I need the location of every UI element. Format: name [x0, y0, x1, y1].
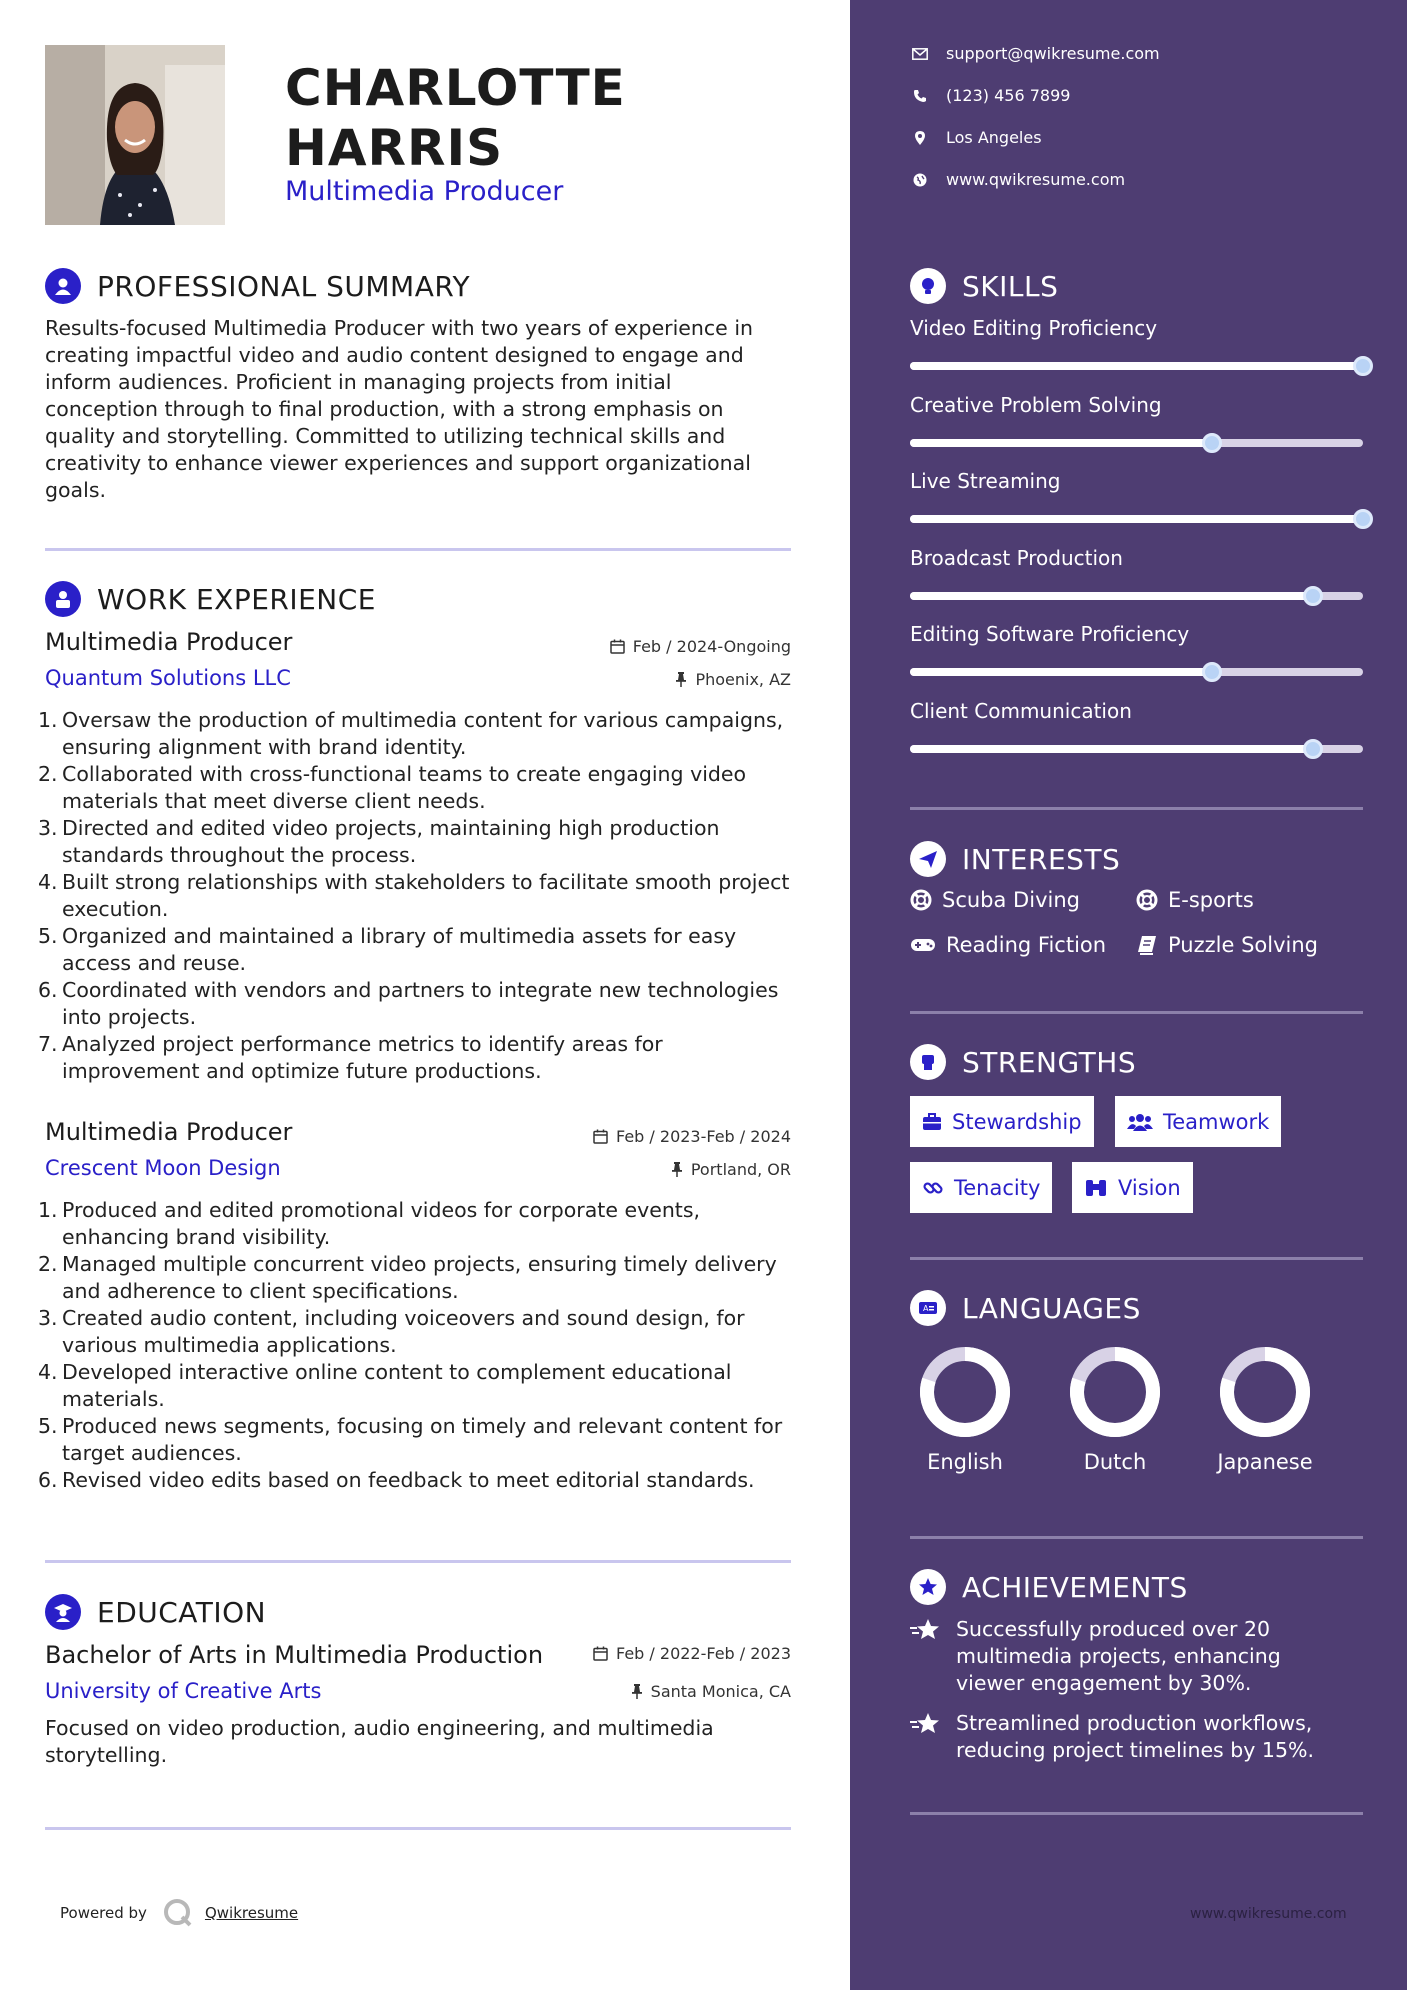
lifebuoy-icon [1136, 889, 1158, 911]
language-item [905, 1342, 1025, 1474]
footer-powered-by [60, 1896, 298, 1930]
skill-level-knob [1353, 356, 1373, 376]
skill-bar [910, 592, 1363, 600]
skill-bar [910, 515, 1363, 523]
website-text[interactable]: www.qwikresume.com [946, 170, 1126, 189]
interest-label: Reading Fiction [946, 933, 1107, 957]
language-ring [1065, 1342, 1165, 1442]
achievements-heading [910, 1569, 1188, 1605]
calendar-icon [593, 1129, 608, 1144]
gamepad-icon [910, 936, 936, 954]
job-1-location-text: Phoenix, AZ [695, 670, 791, 689]
star-icon [910, 1618, 942, 1642]
education-location-text: Santa Monica, CA [650, 1682, 791, 1701]
book-icon [1136, 934, 1158, 956]
fist-icon [910, 1044, 946, 1080]
skill-bar [910, 439, 1363, 447]
briefcase-icon [922, 1113, 942, 1131]
interest-label: Puzzle Solving [1168, 933, 1318, 957]
globe-icon [910, 173, 930, 187]
education-description: Focused on video production, audio engineering, and multimedia storytelling. [45, 1716, 714, 1767]
skill-label: Live Streaming [910, 469, 1061, 493]
job-2-location [671, 1160, 791, 1179]
strength-label: Vision [1118, 1175, 1181, 1200]
skill-level-knob [1202, 662, 1222, 682]
education-title: EDUCATION [97, 1595, 267, 1629]
skill-level-knob [1303, 739, 1323, 759]
lightbulb-icon [910, 268, 946, 304]
paper-plane-icon [910, 841, 946, 877]
job-2-company: Crescent Moon Design [45, 1156, 281, 1180]
summary-heading [45, 268, 470, 304]
skill-label: Video Editing Proficiency [910, 316, 1158, 340]
job-1-dates [610, 637, 791, 656]
divider [910, 1536, 1363, 1539]
language-item [1205, 1342, 1325, 1474]
contact-website [910, 170, 1125, 189]
skill-label: Creative Problem Solving [910, 392, 1162, 417]
strength-chip [1072, 1162, 1193, 1213]
education-degree: Bachelor of Arts in Multimedia Production [45, 1641, 544, 1669]
interest-item [910, 933, 1106, 957]
strength-label: Tenacity [954, 1175, 1041, 1200]
divider [910, 1011, 1363, 1014]
divider [45, 548, 791, 551]
language-ring [1215, 1342, 1315, 1442]
skill-level-knob [1202, 433, 1222, 453]
briefcase-user-icon [45, 581, 81, 617]
calendar-icon [610, 639, 625, 654]
strength-chip [1115, 1096, 1281, 1147]
interest-item [910, 888, 1080, 912]
list-item: 7. Analyzed project performance metrics to identify areas for improvement and optimize future productions. [38, 1032, 663, 1083]
interest-item [1136, 933, 1318, 957]
candidate-title: Multimedia Producer [285, 176, 564, 207]
contact-phone [910, 86, 1070, 105]
achievements-title: ACHIEVEMENTS [962, 1570, 1188, 1604]
divider [910, 807, 1363, 810]
pin-icon [671, 1162, 683, 1177]
skill-bar-fill [910, 668, 1212, 676]
education-dates-text: Feb / 2022-Feb / 2023 [616, 1644, 791, 1663]
job-1-location [675, 670, 791, 689]
envelope-icon [910, 48, 930, 60]
job-2-duties [38, 1197, 798, 1494]
education-location [631, 1682, 791, 1701]
job-1-duties [38, 707, 798, 1085]
job-2-dates-text: Feb / 2023-Feb / 2024 [616, 1127, 791, 1146]
list-item: 1. Oversaw the production of multimedia content for various campaigns, ensuring alignment with brand identity. [38, 708, 784, 759]
languages-title: LANGUAGES [962, 1291, 1141, 1325]
skill-label: Broadcast Production [910, 545, 1123, 570]
list-item: 1. Produced and edited promotional videos for corporate events, enhancing brand visibility. [38, 1198, 701, 1249]
skills-title: SKILLS [962, 269, 1059, 303]
footer-site[interactable]: www.qwikresume.com [1190, 1906, 1347, 1922]
pin-icon [631, 1684, 643, 1699]
education-dates [593, 1644, 791, 1663]
skill-label: Editing Software Proficiency [910, 622, 1190, 646]
skill-bar [910, 362, 1363, 370]
link-icon [922, 1177, 944, 1199]
contact-location [910, 128, 1042, 147]
interests-heading [910, 841, 1120, 877]
list-item: 6. Coordinated with vendors and partners to integrate new technologies into projects. [38, 978, 779, 1029]
achievement-text: Successfully produced over 20 multimedia projects, enhancing viewer engagement by 30%. [956, 1617, 1281, 1695]
strength-label: Stewardship [952, 1109, 1082, 1134]
skill-level-knob [1353, 509, 1373, 529]
divider [45, 1560, 791, 1563]
list-item: 4. Built strong relationships with stakeholders to facilitate smooth project execution. [38, 870, 790, 921]
language-label: Japanese [1217, 1450, 1313, 1474]
phone-text: (123) 456 7899 [946, 86, 1071, 105]
list-item: 2. Managed multiple concurrent video projects, ensuring timely delivery and adherence to client specifications. [38, 1252, 777, 1303]
achievement-text: Streamlined production workflows, reducing project timelines by 15%. [956, 1711, 1314, 1762]
language-item [1055, 1342, 1175, 1474]
summary-text: Results-focused Multimedia Producer with two years of experience in creating impactful video and audio content designed to engage and inform audiences. Proficient in managing projects from initial conception through to final production, with a strong emphasis on quality and storytelling. Committed to utilizing technical skills and creativity to enhance viewer experiences and support organizational goals. [45, 316, 754, 502]
email-text[interactable]: support@qwikresume.com [946, 44, 1160, 63]
list-item: 6. Revised video edits based on feedback to meet editorial standards. [38, 1468, 755, 1492]
strength-label: Teamwork [1163, 1109, 1270, 1134]
skill-bar [910, 745, 1363, 753]
list-item: 4. Developed interactive online content to complement educational materials. [38, 1360, 732, 1411]
skill-bar-fill [910, 745, 1313, 753]
user-icon [45, 268, 81, 304]
interest-item [1136, 888, 1254, 912]
divider [910, 1812, 1363, 1815]
lifebuoy-icon [910, 889, 932, 911]
skill-bar-fill [910, 515, 1363, 523]
list-item: 2. Collaborated with cross-functional teams to create engaging video materials that meet diverse client needs. [38, 762, 747, 813]
qwikresume-logo-icon [161, 1896, 195, 1930]
job-2-location-text: Portland, OR [690, 1160, 791, 1179]
education-school: University of Creative Arts [45, 1679, 322, 1703]
svg-text:A: A [923, 1304, 929, 1313]
list-item: 3. Created audio content, including voiceovers and sound design, for various multimedia applications. [38, 1306, 745, 1357]
calendar-icon [593, 1646, 608, 1661]
binoculars-icon [1084, 1178, 1108, 1198]
pin-icon [675, 672, 687, 687]
language-label: English [927, 1450, 1003, 1474]
skill-level-knob [1303, 586, 1323, 606]
job-2-role: Multimedia Producer [45, 1118, 293, 1146]
star-badge-icon [910, 1569, 946, 1605]
strengths-heading [910, 1044, 1136, 1080]
skill-label: Client Communication [910, 698, 1132, 723]
users-icon [1127, 1112, 1153, 1132]
job-1-dates-text: Feb / 2024-Ongoing [632, 637, 791, 656]
profile-photo [45, 45, 225, 225]
contact-email [910, 44, 1160, 63]
skill-bar [910, 668, 1363, 676]
language-icon [910, 1290, 946, 1326]
qwikresume-link[interactable]: Qwikresume [204, 1904, 299, 1922]
graduate-icon [45, 1594, 81, 1630]
experience-title: WORK EXPERIENCE [97, 582, 376, 616]
skill-bar-fill [910, 362, 1363, 370]
job-1-company: Quantum Solutions LLC [45, 666, 291, 690]
strength-chip [910, 1096, 1094, 1147]
experience-heading [45, 581, 376, 617]
achievement-item [910, 1710, 1350, 1764]
powered-by-label: Powered by [60, 1904, 147, 1922]
interests-title: INTERESTS [962, 842, 1121, 876]
interest-label: E-sports [1168, 888, 1254, 912]
summary-title: PROFESSIONAL SUMMARY [97, 269, 471, 303]
name-line-1: CHARLOTTE [285, 59, 626, 117]
map-marker-icon [910, 131, 930, 145]
divider [910, 1257, 1363, 1260]
list-item: 5. Organized and maintained a library of multimedia assets for easy access and reuse. [38, 924, 737, 975]
divider [45, 1827, 791, 1830]
skill-bar-fill [910, 592, 1313, 600]
list-item: 5. Produced news segments, focusing on timely and relevant content for target audiences. [38, 1414, 783, 1465]
location-text: Los Angeles [946, 128, 1042, 147]
strength-chip [910, 1162, 1052, 1213]
sidebar [850, 0, 1407, 1990]
language-label: Dutch [1083, 1450, 1147, 1474]
name-line-2: HARRIS [285, 119, 504, 177]
phone-icon [910, 89, 930, 103]
job-2-dates [593, 1127, 791, 1146]
interest-label: Scuba Diving [942, 888, 1080, 912]
education-heading [45, 1594, 266, 1630]
job-1-role: Multimedia Producer [45, 628, 293, 656]
strengths-title: STRENGTHS [962, 1045, 1137, 1079]
star-icon [910, 1712, 942, 1736]
skill-bar-fill [910, 439, 1212, 447]
achievement-item [910, 1616, 1350, 1697]
list-item: 3. Directed and edited video projects, maintaining high production standards throughout the process. [38, 816, 720, 867]
skills-heading [910, 268, 1058, 304]
candidate-name [285, 58, 626, 178]
languages-heading [910, 1290, 1141, 1326]
language-ring [915, 1342, 1015, 1442]
